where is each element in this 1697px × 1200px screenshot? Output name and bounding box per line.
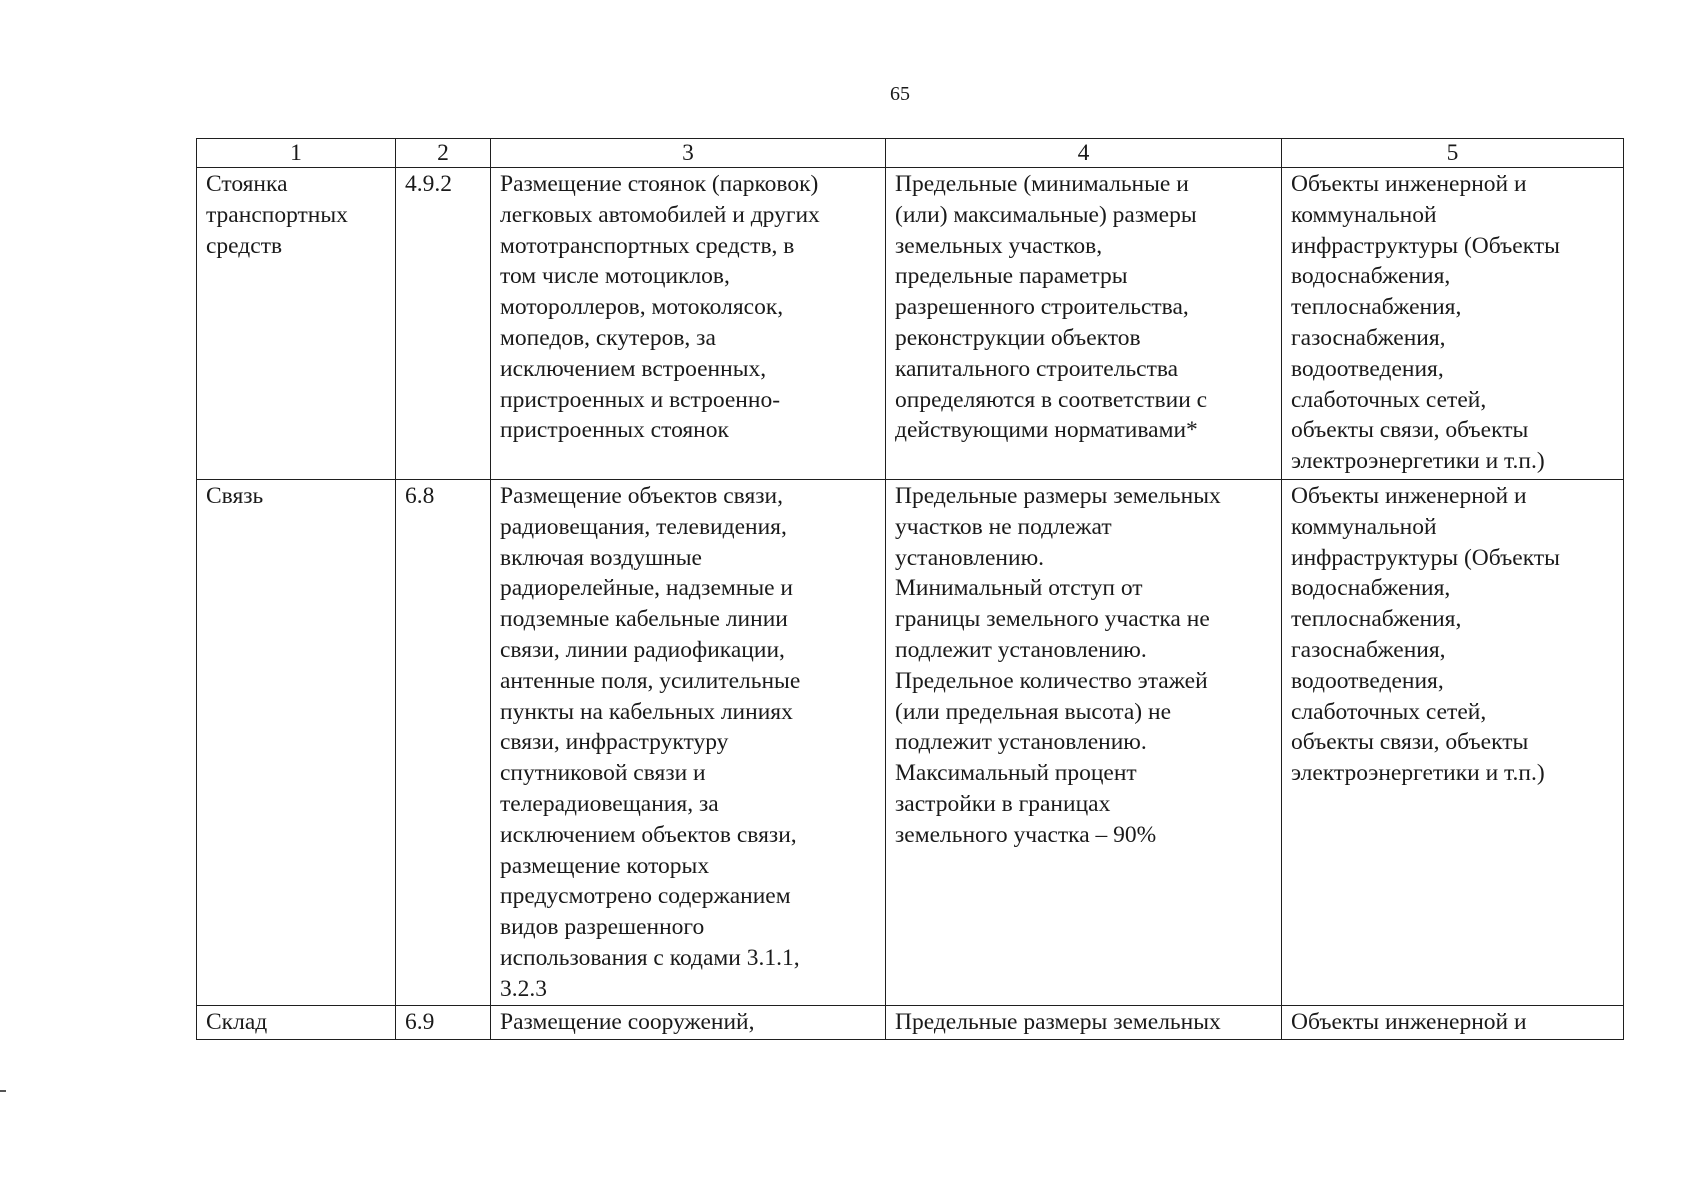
use-type-description: Размещение сооружений,: [491, 1005, 886, 1039]
use-type-description: Размещение стоянок (парковок) легковых автомобилей и других мототранспортных средств, в том числе мотоциклов, мотороллеров, мотоколясок, мопедов, скутеров, за исключением встроенных, пристроенных и встроенно- пристроенных стоянок: [491, 168, 886, 480]
use-type-code: 4.9.2: [396, 168, 491, 480]
scan-artifact: [0, 1090, 6, 1092]
column-header: 1: [197, 139, 396, 168]
table-row: [197, 1005, 1624, 1039]
construction-parameters: Предельные (минимальные и (или) максимальные) размеры земельных участков, предельные параметры разрешенного строительства, реконструкции объектов капитального строительства определяются в соответствии с действующими нормативами*: [886, 168, 1282, 480]
use-type-name: Связь: [197, 480, 396, 1006]
construction-parameters: Предельные размеры земельных: [886, 1005, 1282, 1039]
table-row: [197, 168, 1624, 480]
use-type-code: 6.9: [396, 1005, 491, 1039]
use-type-name: Склад: [197, 1005, 396, 1039]
permitted-objects: Объекты инженерной и коммунальной инфраструктуры (Объекты водоснабжения, теплоснабжения, газоснабжения, водоотведения, слаботочных сетей, объекты связи, объекты электроэнергетики и т.п.): [1282, 480, 1624, 1006]
permitted-objects: Объекты инженерной и: [1282, 1005, 1624, 1039]
column-header: 5: [1282, 139, 1624, 168]
use-type-code: 6.8: [396, 480, 491, 1006]
page-number: 65: [890, 83, 910, 105]
use-type-description: Размещение объектов связи, радиовещания, телевидения, включая воздушные радиорелейные, надземные и подземные кабельные линии связи, линии радиофикации, антенные поля, усилительные пункты на кабельных линиях связи, инфраструктуру спутниковой связи и телерадиовещания, за исключением объектов связи, размещение которых предусмотрено содержанием видов разрешенного использования с кодами 3.1.1, 3.2.3: [491, 480, 886, 1006]
column-header: 4: [886, 139, 1282, 168]
land-use-table: [196, 138, 1624, 1040]
column-header: 2: [396, 139, 491, 168]
use-type-name: Стоянка транспортных средств: [197, 168, 396, 480]
table-row: [197, 480, 1624, 1006]
permitted-objects: Объекты инженерной и коммунальной инфраструктуры (Объекты водоснабжения, теплоснабжения, газоснабжения, водоотведения, слаботочных сетей, объекты связи, объекты электроэнергетики и т.п.): [1282, 168, 1624, 480]
column-header: 3: [491, 139, 886, 168]
table-header-row: [197, 139, 1624, 168]
construction-parameters: Предельные размеры земельных участков не подлежат установлению. Минимальный отступ от границы земельного участка не подлежит установлению. Предельное количество этажей (или предельная высота) не подлежит установлению. Максимальный процент застройки в границах земельного участка – 90%: [886, 480, 1282, 1006]
